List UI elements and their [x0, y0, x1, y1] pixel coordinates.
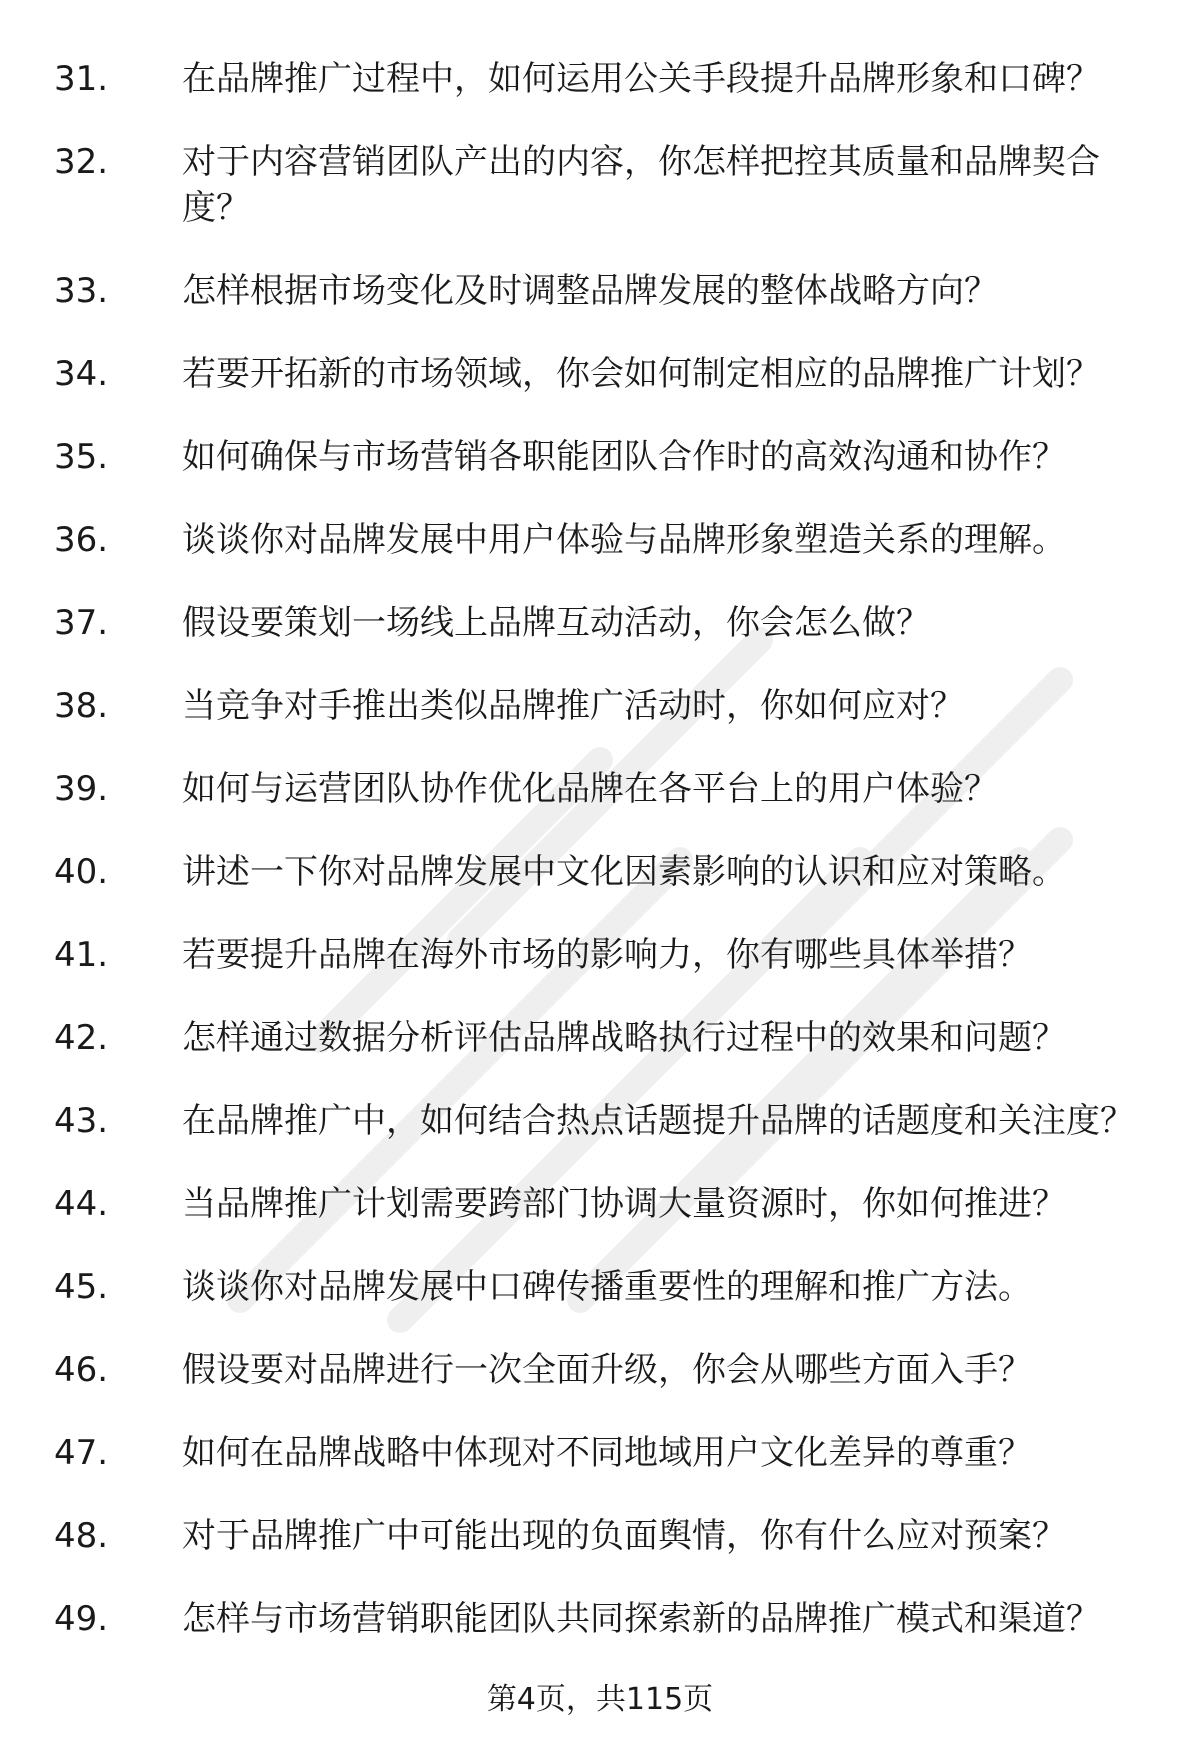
question-text: 对于品牌推广中可能出现的负面舆情，你有什么应对预案？ [182, 1516, 1066, 1556]
question-number: 33. [54, 271, 109, 311]
question-item [0, 766, 1200, 849]
page-footer: 第4页，共115页 [486, 1682, 714, 1717]
question-text: 怎样与市场营销职能团队共同探索新的品牌推广模式和渠道？ [182, 1599, 1100, 1639]
question-item [0, 351, 1200, 434]
question-number: 48. [54, 1516, 109, 1556]
question-number: 32. [54, 142, 109, 182]
question-text: 怎样根据市场变化及时调整品牌发展的整体战略方向？ [182, 271, 998, 311]
question-text: 当品牌推广计划需要跨部门协调大量资源时，你如何推进？ [182, 1184, 1066, 1224]
question-text: 在品牌推广过程中，如何运用公关手段提升品牌形象和口碑？ [182, 59, 1100, 99]
question-text: 若要提升品牌在海外市场的影响力，你有哪些具体举措？ [182, 935, 1032, 975]
question-number: 39. [54, 769, 109, 809]
question-item [0, 1513, 1200, 1596]
question-item [0, 1181, 1200, 1264]
question-text: 对于内容营销团队产出的内容，你怎样把控其质量和品牌契合度？ [182, 142, 1100, 228]
question-item [0, 1596, 1200, 1679]
question-number: 46. [54, 1350, 109, 1390]
question-number: 44. [54, 1184, 109, 1224]
question-item [0, 849, 1200, 932]
question-item [0, 139, 1200, 268]
question-number: 34. [54, 354, 109, 394]
question-text: 怎样通过数据分析评估品牌战略执行过程中的效果和问题？ [182, 1018, 1066, 1058]
question-number: 45. [54, 1267, 109, 1307]
question-text: 谈谈你对品牌发展中口碑传播重要性的理解和推广方法。 [182, 1267, 1032, 1307]
question-text: 如何与运营团队协作优化品牌在各平台上的用户体验？ [182, 769, 998, 809]
question-item [0, 1098, 1200, 1181]
question-number: 42. [54, 1018, 109, 1058]
question-text: 在品牌推广中，如何结合热点话题提升品牌的话题度和关注度？ [182, 1101, 1134, 1141]
question-number: 47. [54, 1433, 109, 1473]
question-text: 谈谈你对品牌发展中用户体验与品牌形象塑造关系的理解。 [182, 520, 1066, 560]
question-item [0, 1430, 1200, 1513]
question-list [0, 56, 1200, 1679]
question-item [0, 1015, 1200, 1098]
question-item [0, 434, 1200, 517]
question-text: 如何确保与市场营销各职能团队合作时的高效沟通和协作？ [182, 437, 1066, 477]
question-item [0, 1264, 1200, 1347]
question-number: 37. [54, 603, 109, 643]
question-text: 如何在品牌战略中体现对不同地域用户文化差异的尊重？ [182, 1433, 1032, 1473]
question-number: 31. [54, 59, 109, 99]
question-item [0, 600, 1200, 683]
question-item [0, 683, 1200, 766]
question-text: 假设要对品牌进行一次全面升级，你会从哪些方面入手？ [182, 1350, 1032, 1390]
question-text: 假设要策划一场线上品牌互动活动，你会怎么做？ [182, 603, 930, 643]
question-number: 40. [54, 852, 109, 892]
question-number: 36. [54, 520, 109, 560]
question-text: 当竞争对手推出类似品牌推广活动时，你如何应对？ [182, 686, 964, 726]
question-item [0, 1347, 1200, 1430]
question-number: 35. [54, 437, 109, 477]
question-item [0, 932, 1200, 1015]
question-number: 49. [54, 1599, 109, 1639]
question-item [0, 56, 1200, 139]
question-number: 41. [54, 935, 109, 975]
question-text: 若要开拓新的市场领域，你会如何制定相应的品牌推广计划？ [182, 354, 1100, 394]
question-text: 讲述一下你对品牌发展中文化因素影响的认识和应对策略。 [182, 852, 1066, 892]
question-item [0, 517, 1200, 600]
question-number: 38. [54, 686, 109, 726]
question-number: 43. [54, 1101, 109, 1141]
question-item [0, 268, 1200, 351]
